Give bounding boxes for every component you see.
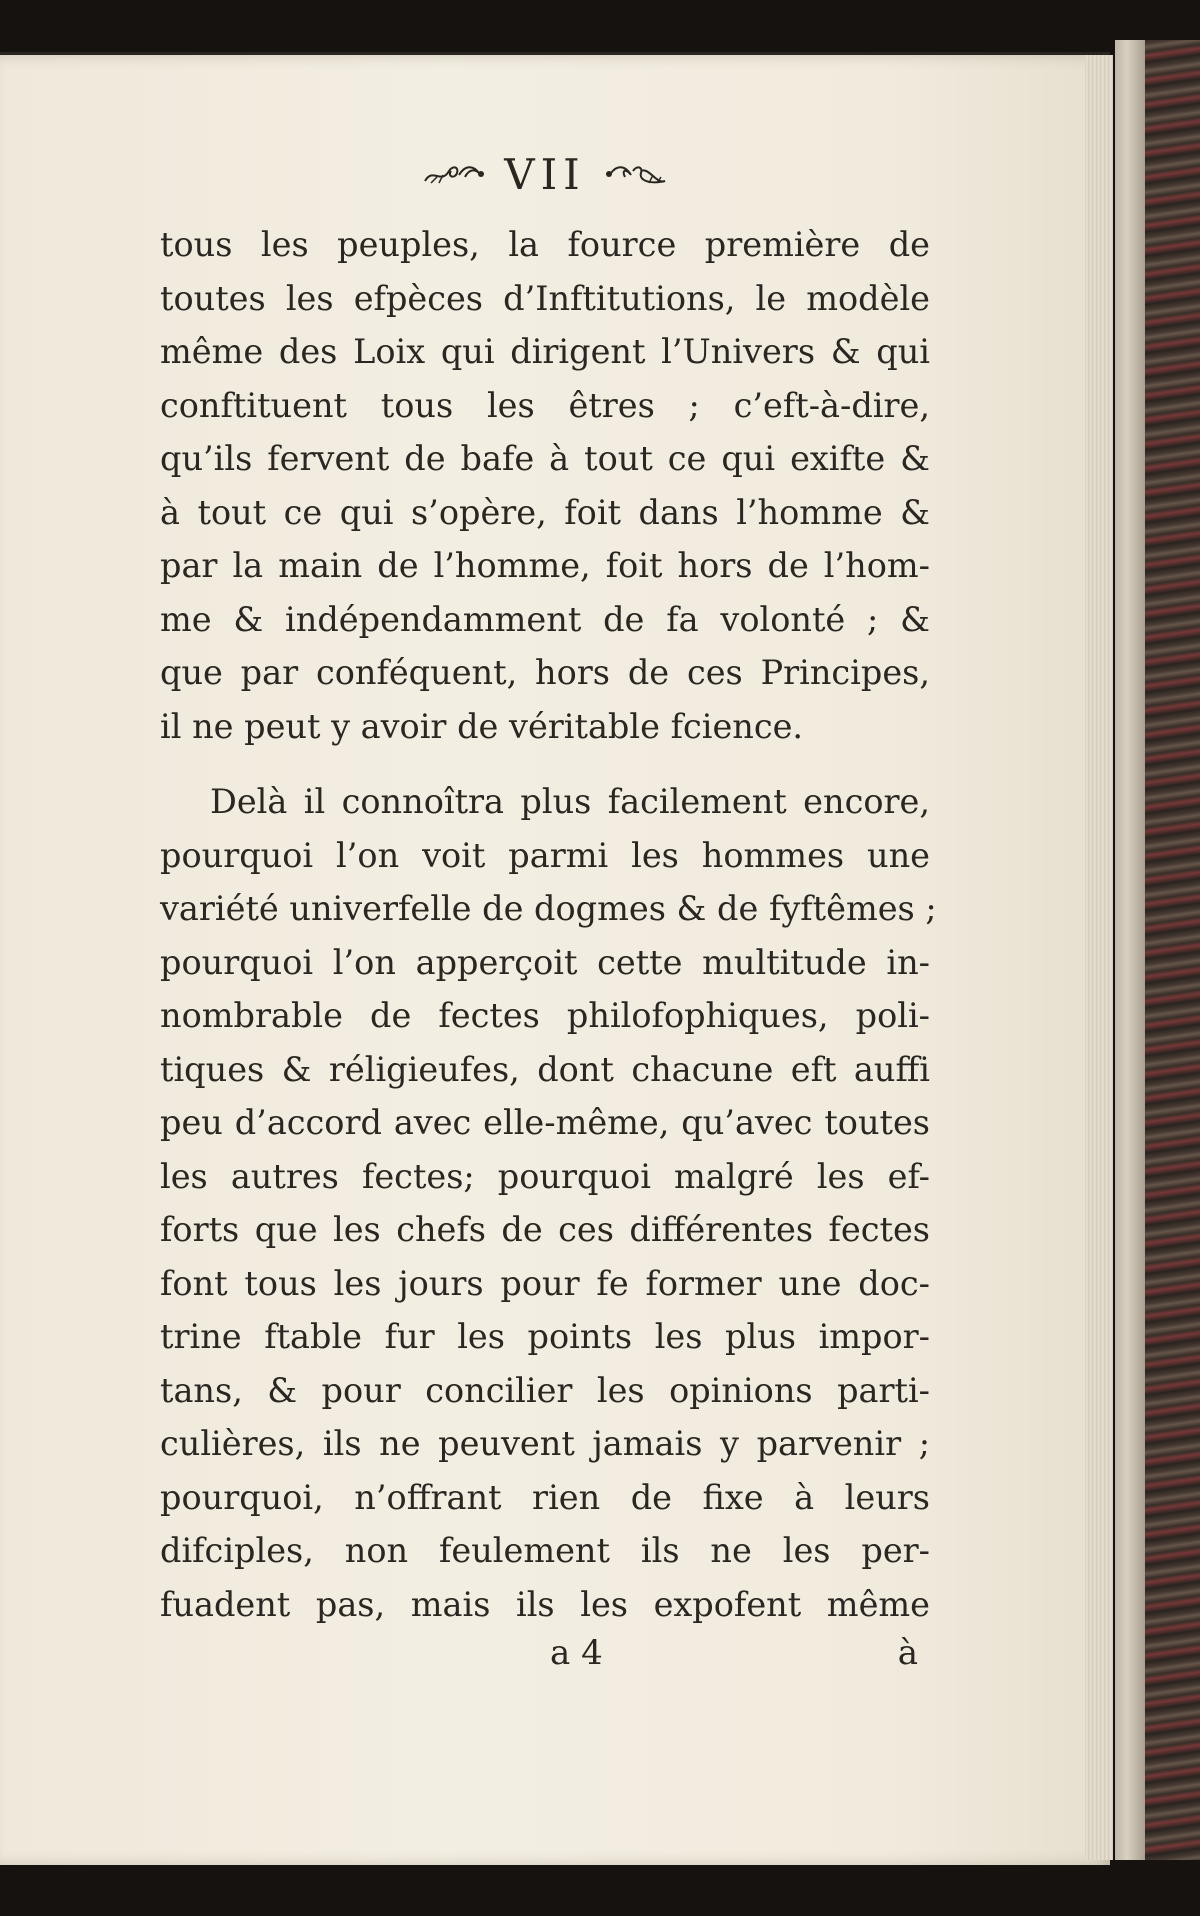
text-line: conftituent tous les êtres ; c’eft-à-dire, [160,385,930,425]
ornament-left-icon [423,153,485,203]
text-line: variété univerfelle de dogmes & de fyftêmes ; [160,889,937,928]
text-line: tiques & réligieufes, dont chacune eft auffi [160,1049,930,1089]
text-line: qu’ils fervent de bafe à tout ce qui exifte & [160,439,930,478]
text-line: pourquoi, n’offrant rien de fixe à leurs [160,1477,930,1517]
paragraph-1 [160,218,930,753]
text-line: difciples, non feulement ils ne les per- [160,1531,930,1570]
text-line: trine ftable fur les points les plus impor- [160,1317,930,1356]
text-line: pourquoi l’on voit parmi les hommes une [160,835,930,875]
text-line: même des Loix qui dirigent l’Univers & qui [160,332,930,371]
text-line: Delà il connoîtra plus facilement encore, [210,782,930,821]
page-footer [160,1633,930,1687]
text-line: il ne peut y avoir de véritable fcience. [160,706,804,746]
cover-edge [1115,40,1145,1860]
text-line: culières, ils ne peuvent jamais y parvenir ; [160,1424,930,1463]
text-line: les autres fectes; pourquoi malgré les ef- [160,1156,930,1196]
running-header [160,150,930,200]
text-line: que par conféquent, hors de ces Principes, [160,653,930,692]
page-edges [1085,55,1113,1860]
text-line: peu d’accord avec elle-même, qu’avec toutes [160,1103,930,1142]
text-line: forts que les chefs de ces différentes fectes [160,1210,930,1249]
text-line: pourquoi l’on apperçoit cette multitude in- [160,942,930,982]
text-line: par la main de l’homme, foit hors de l’hom- [160,546,930,585]
text-line: me & indépendamment de fa volonté ; & [160,599,930,639]
paragraph-2 [160,775,937,1631]
text-line: toutes les efpèces d’Inftitutions, le modèle [160,278,930,318]
signature-mark: a 4 [550,1633,603,1673]
text-line: tans, & pour concilier les opinions parti- [160,1370,930,1410]
text-line: tous les peuples, la fource première de [160,225,930,264]
catchword: à [897,1633,918,1673]
text-line: font tous les jours pour fe former une doc- [160,1263,930,1303]
ornament-right-icon [605,153,667,203]
page-content [160,150,937,1687]
page-title: VII [504,150,586,199]
text-line: nombrable de fectes philofophiques, poli- [160,996,930,1035]
text-line: à tout ce qui s’opère, foit dans l’homme & [160,492,930,532]
text-line: fuadent pas, mais ils les expofent même [160,1584,930,1624]
